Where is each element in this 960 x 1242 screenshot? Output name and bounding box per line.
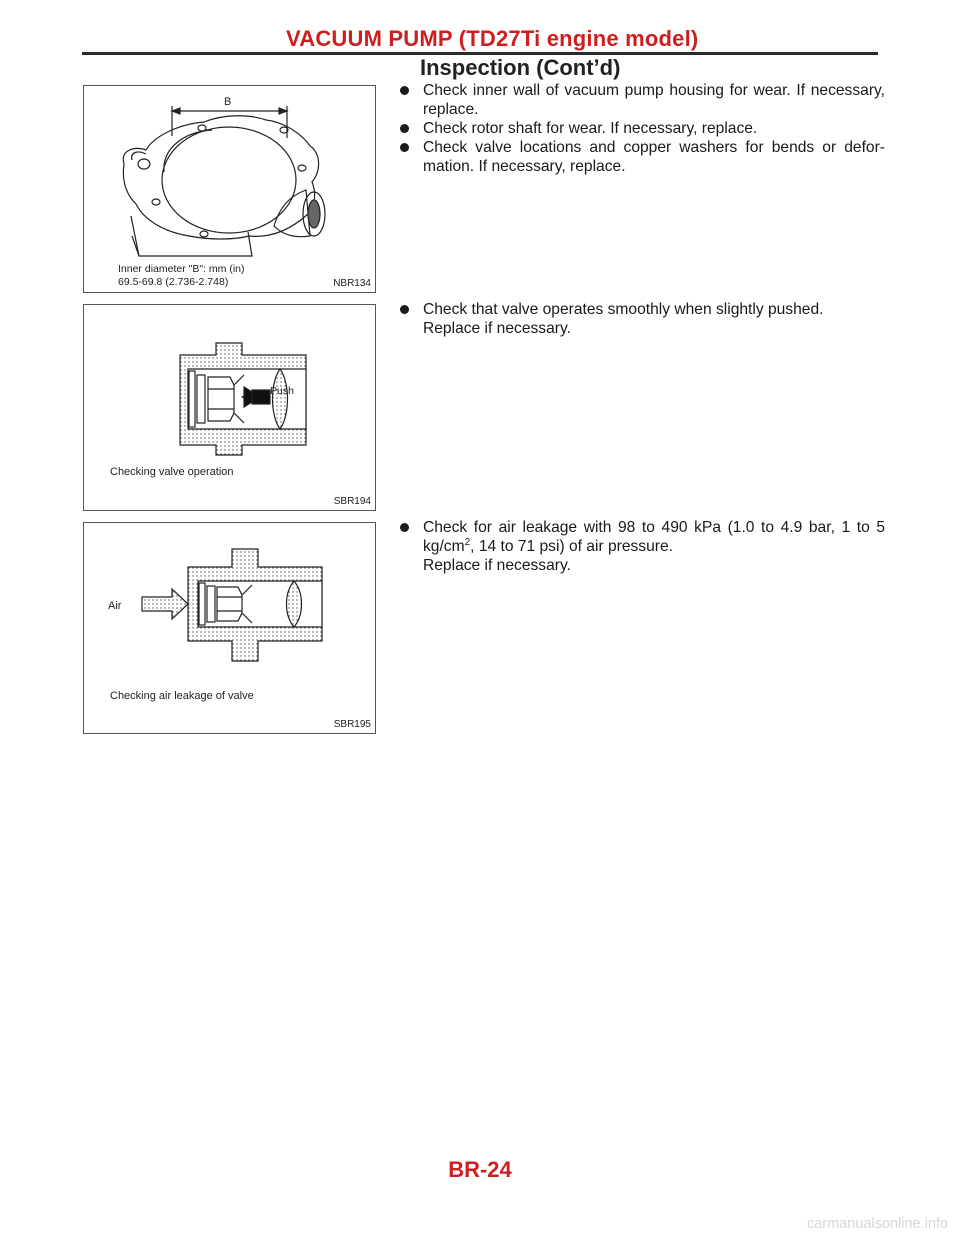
- instruction-text-part1: Check for air leakage with 98 to 490 kPa (1.0 to 4.9 bar, 1 to 5 kg/cm: [423, 519, 885, 555]
- push-label: Push: [270, 385, 294, 397]
- valve-operation-drawing: [84, 305, 375, 510]
- instruction-text: Check inner wall of vacuum pump housing for wear. If necessary, replace.: [423, 82, 885, 118]
- bullet-icon: [400, 86, 409, 95]
- instruction-list-air-leakage: [400, 518, 885, 575]
- list-item: [400, 300, 860, 338]
- instruction-text: Check that valve operates smoothly when slightly pushed. Replace if necessary.: [423, 301, 824, 337]
- figure-code: NBR134: [333, 278, 371, 289]
- list-item: [400, 138, 885, 176]
- instruction-text-line2: Replace if necessary.: [423, 557, 571, 574]
- instruction-list-valve-operation: [400, 300, 860, 338]
- list-item: [400, 518, 885, 575]
- list-item: [400, 119, 885, 138]
- pump-housing-drawing: [84, 86, 375, 292]
- figure-code: SBR195: [333, 719, 371, 730]
- instruction-list-housing: [400, 81, 885, 176]
- instruction-text-part2: , 14 to 71 psi) of air pressure.: [470, 538, 673, 555]
- dimension-label: B: [224, 96, 232, 108]
- bullet-icon: [400, 523, 409, 532]
- instruction-text: Check rotor shaft for wear. If necessary, replace.: [423, 120, 758, 137]
- figure-caption-line1: Inner diameter "B": mm (in): [118, 263, 245, 275]
- page-number: BR-24: [448, 1157, 512, 1182]
- figure-caption-line2: 69.5-69.8 (2.736-2.748): [118, 276, 229, 288]
- instruction-text: Check valve locations and copper washers for bends or defor-mation. If necessary, replace.: [423, 139, 885, 175]
- air-leakage-drawing: [84, 523, 375, 733]
- figure-caption: Checking air leakage of valve: [110, 690, 254, 702]
- bullet-icon: [400, 124, 409, 133]
- figure-code: SBR194: [333, 496, 371, 507]
- figure-pump-housing: [83, 85, 376, 293]
- air-label: Air: [108, 600, 122, 612]
- figure-air-leakage: [83, 522, 376, 734]
- list-item: [400, 81, 885, 119]
- figure-caption: Checking valve operation: [110, 466, 234, 478]
- section-title: VACUUM PUMP (TD27Ti engine model): [286, 26, 699, 51]
- bullet-icon: [400, 305, 409, 314]
- bullet-icon: [400, 143, 409, 152]
- watermark: carmanualsonline.info: [806, 1216, 948, 1232]
- figure-valve-operation: [83, 304, 376, 511]
- subsection-title: Inspection (Cont’d): [420, 55, 621, 80]
- superscript: 2: [464, 536, 471, 548]
- instruction-text: [423, 518, 885, 556]
